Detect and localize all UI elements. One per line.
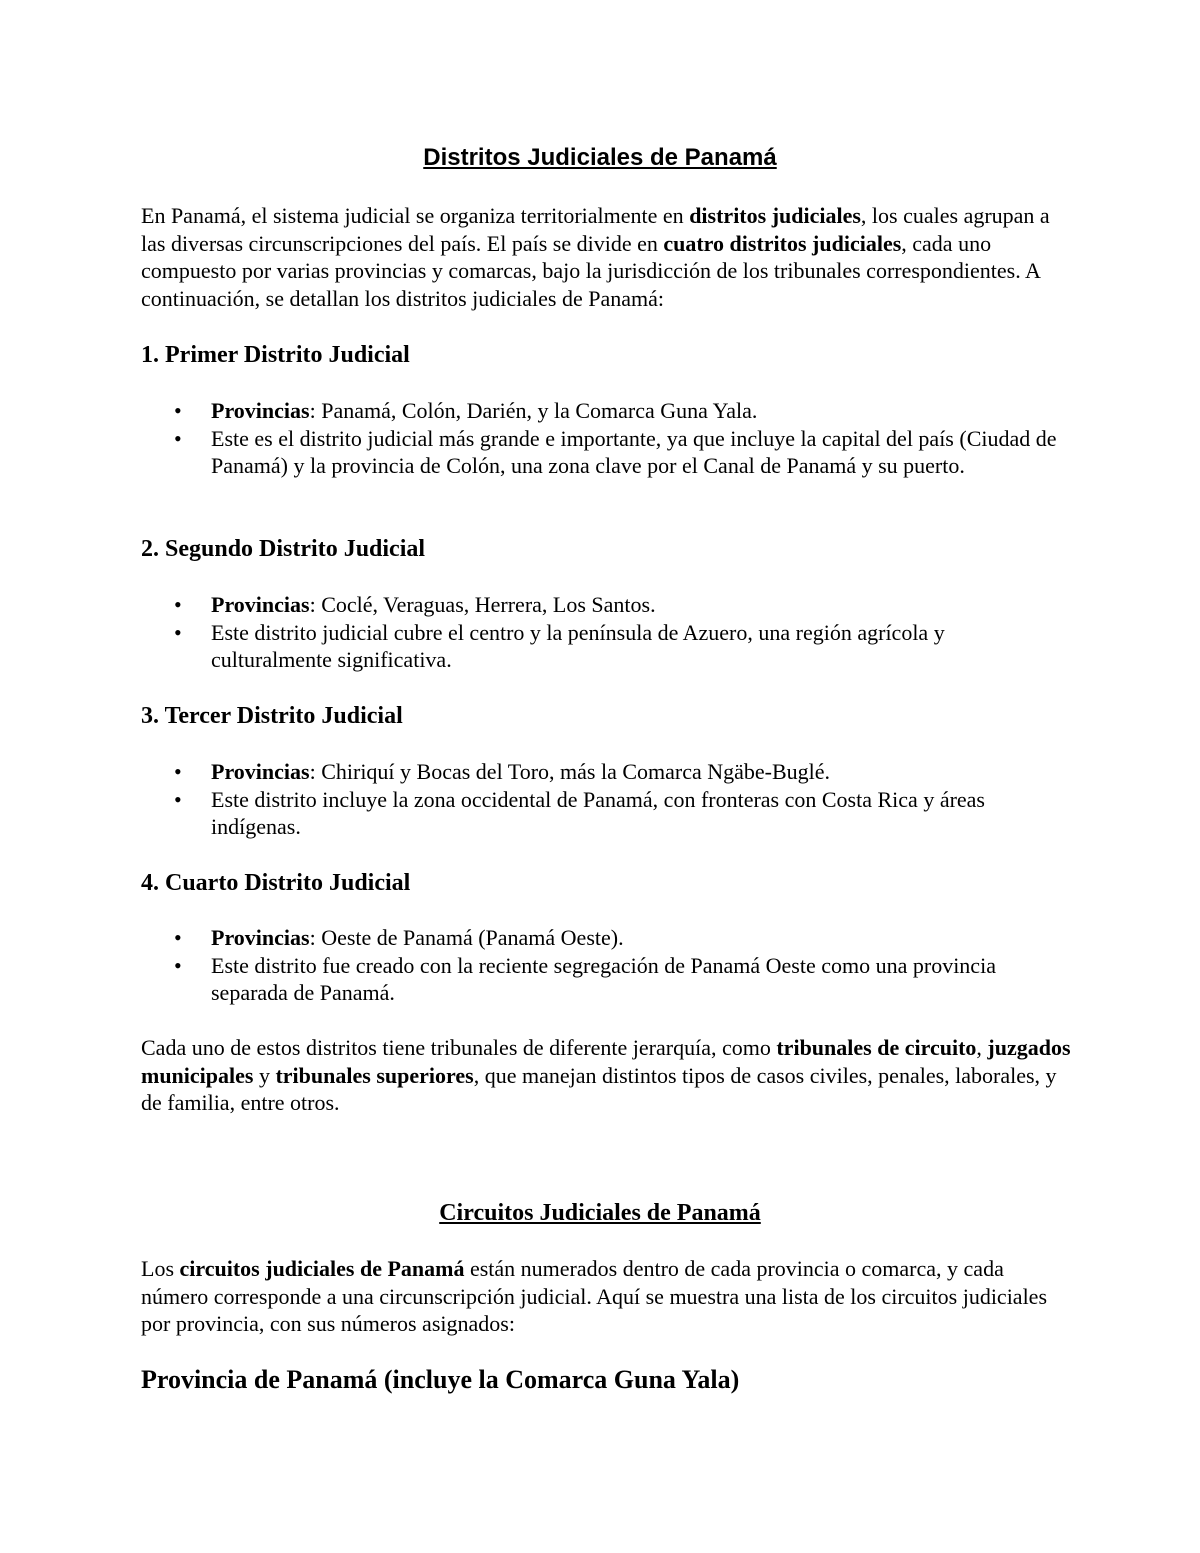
district-heading-4: 4. Cuarto Distrito Judicial [141,870,411,896]
district-heading-1: 1. Primer Distrito Judicial [141,342,410,368]
list-item: • Provincias: Chiriquí y Bocas del Toro, más la Comarca Ngäbe-Buglé. [174,759,831,784]
bullet-icon: • [174,592,182,617]
bullet-icon: • [174,619,182,645]
province-heading: Provincia de Panamá (incluye la Comarca Guna Yala) [141,1365,740,1394]
bullet-icon: • [174,786,182,812]
district-heading-3: 3. Tercer Distrito Judicial [141,703,403,729]
document-title: Distritos Judiciales de Panamá [423,144,777,171]
list-item: • Este distrito incluye la zona occidental de Panamá, con fronteras con Costa Rica y áreas indígenas. [174,786,985,839]
circuits-title: Circuitos Judiciales de Panamá [439,1200,761,1226]
district-list-3 [141,758,1071,841]
bullet-icon: • [174,425,182,451]
list-item: • Este distrito fue creado con la reciente segregación de Panamá Oeste como una provincia separada de Panamá. [174,952,996,1005]
list-item: • Provincias: Oeste de Panamá (Panamá Oeste). [174,925,624,950]
circuits-paragraph: Los circuitos judiciales de Panamá están numerados dentro de cada provincia o comarca, y cada número corresponde a una circunscripción judicial. Aquí se muestra una lista de los circuitos judiciales por provincia, con sus números asignados: [141,1256,1048,1336]
bullet-icon: • [174,952,182,978]
list-item: • Provincias: Panamá, Colón, Darién, y la Comarca Guna Yala. [174,398,758,423]
intro-paragraph: En Panamá, el sistema judicial se organiza territorialmente en distritos judiciales, los cuales agrupan a las diversas circunscripciones del país. El país se divide en cuatro distritos judiciales, cada uno compuesto por varias provincias y comarcas, bajo la jurisdicción de los tribunales correspondientes. A continuación, se detallan los distritos judiciales de Panamá: [141,203,1050,311]
district-list-1 [141,397,1071,480]
summary-paragraph: Cada uno de estos distritos tiene tribunales de diferente jerarquía, como tribunales de circuito, juzgados municipales y tribunales superiores, que manejan distintos tipos de casos civiles, penales, laborales, y de familia, entre otros. [141,1035,1071,1115]
bullet-icon: • [174,398,182,423]
list-item: • Este es el distrito judicial más grande e importante, ya que incluye la capital del país (Ciudad de Panamá) y la provincia de Colón, una zona clave por el Canal de Panamá y su puerto. [174,425,1057,478]
district-list-2 [141,591,1071,674]
district-heading-2: 2. Segundo Distrito Judicial [141,536,426,562]
list-item: • Provincias: Coclé, Veraguas, Herrera, Los Santos. [174,592,656,617]
list-item: • Este distrito judicial cubre el centro y la península de Azuero, una región agrícola y culturalmente significativa. [174,619,945,672]
district-list-4 [141,924,1071,1007]
bullet-icon: • [174,759,182,784]
bullet-icon: • [174,925,182,950]
